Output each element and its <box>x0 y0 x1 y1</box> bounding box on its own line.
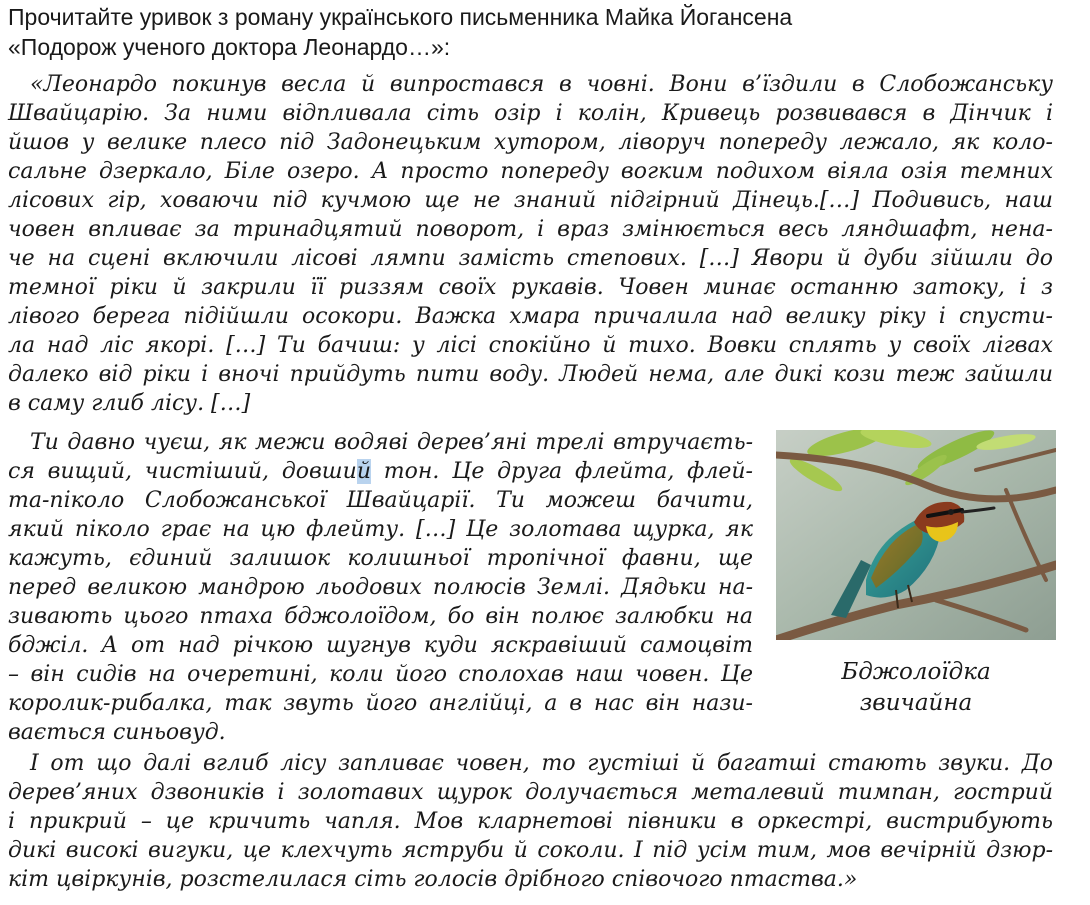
excerpt-paragraph-2 <box>8 428 753 747</box>
text-line: – він сидів на очеретині, коли його сполохав наш човен. Це <box>8 662 753 687</box>
text-line: кажуть, єдиний залишок колишньої тропічної фавни, ще <box>8 546 753 571</box>
text-line: йшов у велике плесо під Задонецьким хутором, ліворуч попереду лежало, як коло- <box>8 130 1053 155</box>
bee-eater-illustration <box>776 430 1056 640</box>
text-line: «Леонардо покинув весла й випростався в човні. Вони в’їздили в Слобожанську <box>30 72 1053 97</box>
text-line: в саму глиб лісу. […] <box>8 391 251 416</box>
excerpt-paragraph-1 <box>8 70 1053 418</box>
text-line: перед великою мандрою льодових полюсів Землі. Дядьки на- <box>8 575 753 600</box>
caption-line-2: звичайна <box>859 690 973 716</box>
text-line: І от що далі вглиб лісу запливає човен, то густіші й багатші стають звуки. До <box>30 751 1053 776</box>
text-line: кіт цвіркунів, розстелилася сіть голосів дрібного співочого птаства.» <box>8 867 858 892</box>
text-line-with-selection <box>8 457 753 486</box>
bee-eater-photo <box>776 430 1056 640</box>
text-line: зивають цього птаха бджолоїдом, бо він полює залюбки на <box>8 604 753 629</box>
text-line: який піколо грає на цю флейту. […] Це золотава щурка, як <box>8 517 753 542</box>
text-segment: ся вищий, чистіший, довши <box>8 459 357 484</box>
figure-caption <box>776 657 1056 719</box>
text-line: че на сцені включили лісові лямпи замість степових. […] Явори й дуби зійшли до <box>8 246 1053 271</box>
text-line: Швайцарію. За ними відпливала сіть озір і колін, Кривець розвивався в Дінчик і <box>8 101 1053 126</box>
text-selection-highlight[interactable]: й <box>356 459 371 484</box>
text-line: човен впливає за тринадцятий поворот, і враз змінюється весь ляндшафт, нена- <box>8 217 1053 242</box>
task-instruction <box>8 2 1078 62</box>
text-line: дикі високі вигуки, це клехчуть яструби й соколи. І під усім тим, мов вечірній дзюр- <box>8 838 1053 863</box>
text-line: лісових гір, ховаючи під кучмою ще не знаний підгірний Дінець.[…] Подивись, наш <box>8 188 1053 213</box>
caption-line-1: Бджолоїдка <box>841 659 991 685</box>
text-line: вається синьовуд. <box>8 720 226 745</box>
text-line: ла над ліс якорі. […] Ти бачиш: у лісі спокійно й тихо. Вовки сплять у своїх лігвах <box>8 333 1053 358</box>
text-line: темної ріки й закрили її риззям своїх рукавів. Човен минає останню затоку, і з <box>8 275 1053 300</box>
text-line: королик-рибалка, так звуть його англійці, а в нас він нази- <box>8 691 753 716</box>
excerpt-paragraph-3 <box>8 749 1053 894</box>
task-line-2: «Подорож ученого доктора Леонардо…»: <box>8 34 451 60</box>
text-line: і прикрий – це кричить чапля. Мов кларнетові півники в оркестрі, вистрибують <box>8 809 1053 834</box>
text-segment: тон. Це друга флейта, флей- <box>371 459 753 484</box>
text-line: та-піколо Слобожанської Швайцарії. Ти можеш бачити, <box>8 488 753 513</box>
text-line: бджіл. А от над річкою шугнув куди яскравіший самоцвіт <box>8 633 753 658</box>
task-line-1: Прочитайте уривок з роману українського письменника Майка Йогансена <box>8 4 793 30</box>
text-line: далеко від ріки і вночі прийдуть пити воду. Людей нема, але дикі кози теж зайшли <box>8 362 1053 387</box>
text-line: лівого берега підійшли осокори. Важка хмара причалила над велику ріку і спусти- <box>8 304 1053 329</box>
text-line: Ти давно чуєш, як межи водяві дерев’яні трелі втручаєть- <box>30 430 753 455</box>
text-line: сальне дзеркало, Біле озеро. А просто попереду вогким подихом віяла озія темних <box>8 159 1053 184</box>
text-line: дерев’яних дзвоників і золотавих щурок долучається металевий тимпан, гострий <box>8 780 1053 805</box>
